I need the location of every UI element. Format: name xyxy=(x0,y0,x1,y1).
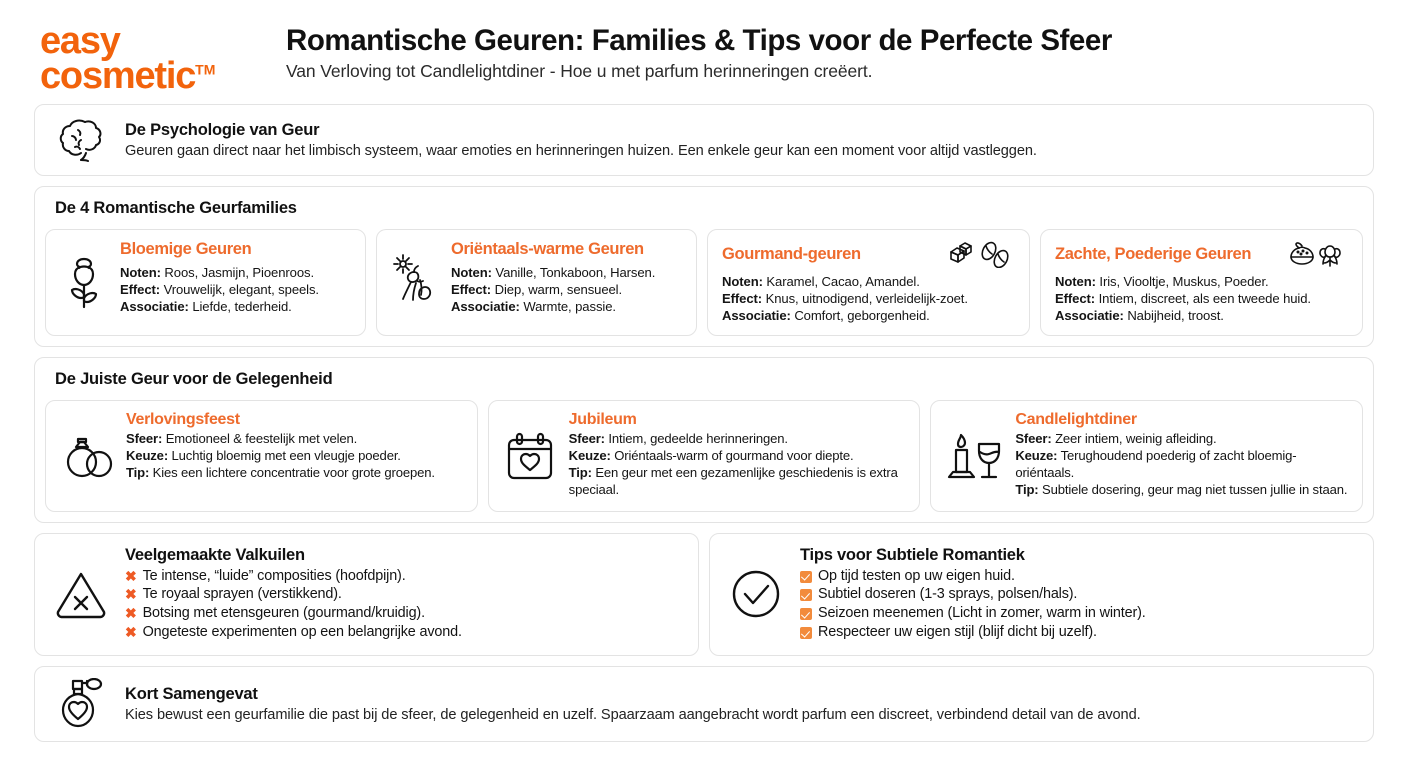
family-card-head xyxy=(120,240,353,259)
header-titles xyxy=(286,16,1112,82)
occasion-keuze: Keuze: Oriéntaals-warm of gourmand voor diepte. xyxy=(568,447,854,463)
checkbox-icon xyxy=(800,608,812,620)
page-header xyxy=(34,0,1374,104)
occasion-card-engagement[interactable] xyxy=(45,400,478,512)
perfume-heart-icon xyxy=(53,678,109,730)
brand-logo xyxy=(34,16,286,97)
family-association: Associatie: Comfort, geborgenheid. xyxy=(722,308,930,324)
family-title: Bloemige Geuren xyxy=(120,240,252,258)
occasion-keuze: Keuze: Terughoudend poederig of zacht bloemig-oriéntaals. xyxy=(1015,447,1297,480)
pitfalls-title: Veelgemaakte Valkuilen xyxy=(125,545,305,564)
occasion-card-body xyxy=(569,411,908,499)
list-item: Subtiel doseren (1-3 sprays, polsen/hals). xyxy=(800,585,1357,604)
list-item: Op tijd testen op uw eigen huid. xyxy=(800,567,1357,586)
occasion-card-anniversary[interactable] xyxy=(488,400,921,512)
tips-title: Tips voor Subtiele Romantiek xyxy=(800,545,1025,564)
pitfalls-body xyxy=(125,546,682,642)
family-card-gourmand[interactable] xyxy=(707,229,1030,336)
family-title: Gourmand-geuren xyxy=(722,244,861,263)
family-association: Associatie: Warmte, passie. xyxy=(451,299,616,315)
family-card-head xyxy=(1055,240,1350,268)
occasions-section xyxy=(34,357,1374,523)
family-effect: Effect: Vrouwelijk, elegant, speels. xyxy=(120,282,319,298)
family-notes: Noten: Roos, Jasmijn, Pioenroos. xyxy=(120,265,315,280)
occasion-keuze: Keuze: Luchtig bloemig met een vleugje poeder. xyxy=(126,447,401,463)
families-section-title: De 4 Romantische Geurfamilies xyxy=(55,199,297,217)
rose-icon xyxy=(58,240,110,324)
family-association: Associatie: Nabijheid, troost. xyxy=(1055,308,1224,324)
psychology-body xyxy=(125,121,1037,159)
family-title: Zachte, Poederige Geuren xyxy=(1055,244,1252,263)
occasion-tip: Tip: Kies een lichtere concentratie voor grote groepen. xyxy=(126,464,435,480)
summary-text: Kies bewust een geurfamilie die past bij de sfeer, de gelegenheid en uzelf. Spaarzaam aangebracht wordt parfum een discreet, verbindend detail van de avond. xyxy=(125,707,1141,724)
list-item: ✖ Te royaal sprayen (verstikkend). xyxy=(125,586,342,603)
list-item: ✖ Ongeteste experimenten op een belangrijke avond. xyxy=(125,624,462,641)
family-card-head xyxy=(451,240,684,259)
summary-body xyxy=(125,685,1141,723)
occasion-tip: Tip: Een geur met een gezamenlijke geschiedenis is extra speciaal. xyxy=(568,464,898,497)
pitfalls-tips-row xyxy=(34,533,1374,656)
summary-title: Kort Samengevat xyxy=(125,685,258,704)
occasion-tip: Tip: Subtiele dosering, geur mag niet tussen jullie in staan. xyxy=(1015,481,1348,497)
tips-card xyxy=(709,533,1374,656)
family-notes: Noten: Vanille, Tonkaboon, Harsen. xyxy=(451,265,656,280)
calendar-heart-icon xyxy=(501,411,559,499)
family-card-body xyxy=(1055,240,1350,324)
family-notes: Noten: Karamel, Cacao, Amandel. xyxy=(722,274,920,289)
family-card-head xyxy=(722,240,1017,268)
tips-body xyxy=(800,546,1357,642)
checkbox-icon xyxy=(800,589,812,601)
checkbox-icon xyxy=(800,571,812,583)
candle-wineglass-icon xyxy=(943,411,1005,499)
summary-banner xyxy=(34,666,1374,742)
occasion-card-candlelight[interactable] xyxy=(930,400,1363,512)
trademark-mark: TM xyxy=(195,61,216,78)
warning-triangle-icon xyxy=(51,546,111,642)
family-title: Oriëntaals-warme Geuren xyxy=(451,240,644,258)
list-item: ✖ Te intense, “luide” composities (hoofdpijn). xyxy=(125,567,406,584)
check-circle-icon xyxy=(726,546,786,642)
powder-puff-iris-icon xyxy=(1288,240,1350,268)
pitfalls-card xyxy=(34,533,699,656)
family-card-oriental[interactable] xyxy=(376,229,697,336)
occasion-sfeer: Sfeer: Emotioneel & feestelijk met velen. xyxy=(126,431,358,447)
page-subtitle: Van Verloving tot Candlelightdiner - Hoe u met parfum herinneringen creëеrt. xyxy=(286,61,873,82)
occasion-card-body xyxy=(126,411,465,499)
occasion-title: Jubileum xyxy=(568,411,637,429)
family-association: Associatie: Liefde, tederheid. xyxy=(120,299,292,315)
family-effect: Effect: Knus, uitnodigend, verleidelijk-zoet. xyxy=(722,291,968,307)
vanilla-flower-icon xyxy=(389,240,441,324)
brand-logo-line-1: easy xyxy=(40,20,120,62)
psychology-banner xyxy=(34,104,1374,176)
occasion-title: Candlelightdiner xyxy=(1015,411,1137,429)
list-item: ✖ Botsing met etensgeuren (gourmand/kruidig). xyxy=(125,605,425,622)
page-title: Romantische Geuren: Families & Tips voor de Perfecte Sfeer xyxy=(286,24,1112,57)
occasions-row xyxy=(35,400,1373,522)
occasion-title: Verlovingsfeest xyxy=(126,411,240,429)
list-item: Seizoen meenemen (Licht in zomer, warm in winter). xyxy=(800,604,1357,623)
occasions-section-title: De Juiste Geur voor de Gelegenheid xyxy=(55,370,333,389)
brain-icon xyxy=(53,116,109,164)
brand-logo-line-2: cosmetic™ xyxy=(40,54,216,97)
occasion-sfeer: Sfeer: Intiem, gedeelde herinneringen. xyxy=(568,431,788,447)
family-card-floral[interactable] xyxy=(45,229,366,336)
families-section xyxy=(34,186,1374,347)
family-card-body xyxy=(722,240,1017,324)
list-item: Respecteer uw eigen stijl (blijf dicht bij uzelf). xyxy=(800,623,1357,642)
cross-icon: ✖ xyxy=(125,586,137,603)
occasion-sfeer: Sfeer: Zeer intiem, weinig afleiding. xyxy=(1015,431,1217,447)
families-row xyxy=(35,229,1373,346)
family-card-body xyxy=(120,240,353,324)
checkbox-icon xyxy=(800,627,812,639)
psychology-title: De Psychologie van Geur xyxy=(125,121,320,139)
cross-icon: ✖ xyxy=(125,567,137,584)
cross-icon: ✖ xyxy=(125,605,137,622)
caramel-almond-icon xyxy=(947,240,1017,268)
occasion-card-body xyxy=(1015,411,1350,499)
cross-icon: ✖ xyxy=(125,624,137,641)
family-effect: Effect: Intiem, discreet, als een tweede huid. xyxy=(1055,291,1311,307)
family-notes: Noten: Iris, Viooltje, Muskus, Poeder. xyxy=(1055,274,1269,289)
rings-icon xyxy=(58,411,116,499)
psychology-text: Geuren gaan direct naar het limbisch systeem, waar emoties en herinneringen huizen. Een enkele geur kan een moment voor altijd vastleggen. xyxy=(125,143,1037,159)
family-card-powdery[interactable] xyxy=(1040,229,1363,336)
family-effect: Effect: Diep, warm, sensueel. xyxy=(451,282,623,298)
family-card-body xyxy=(451,240,684,324)
